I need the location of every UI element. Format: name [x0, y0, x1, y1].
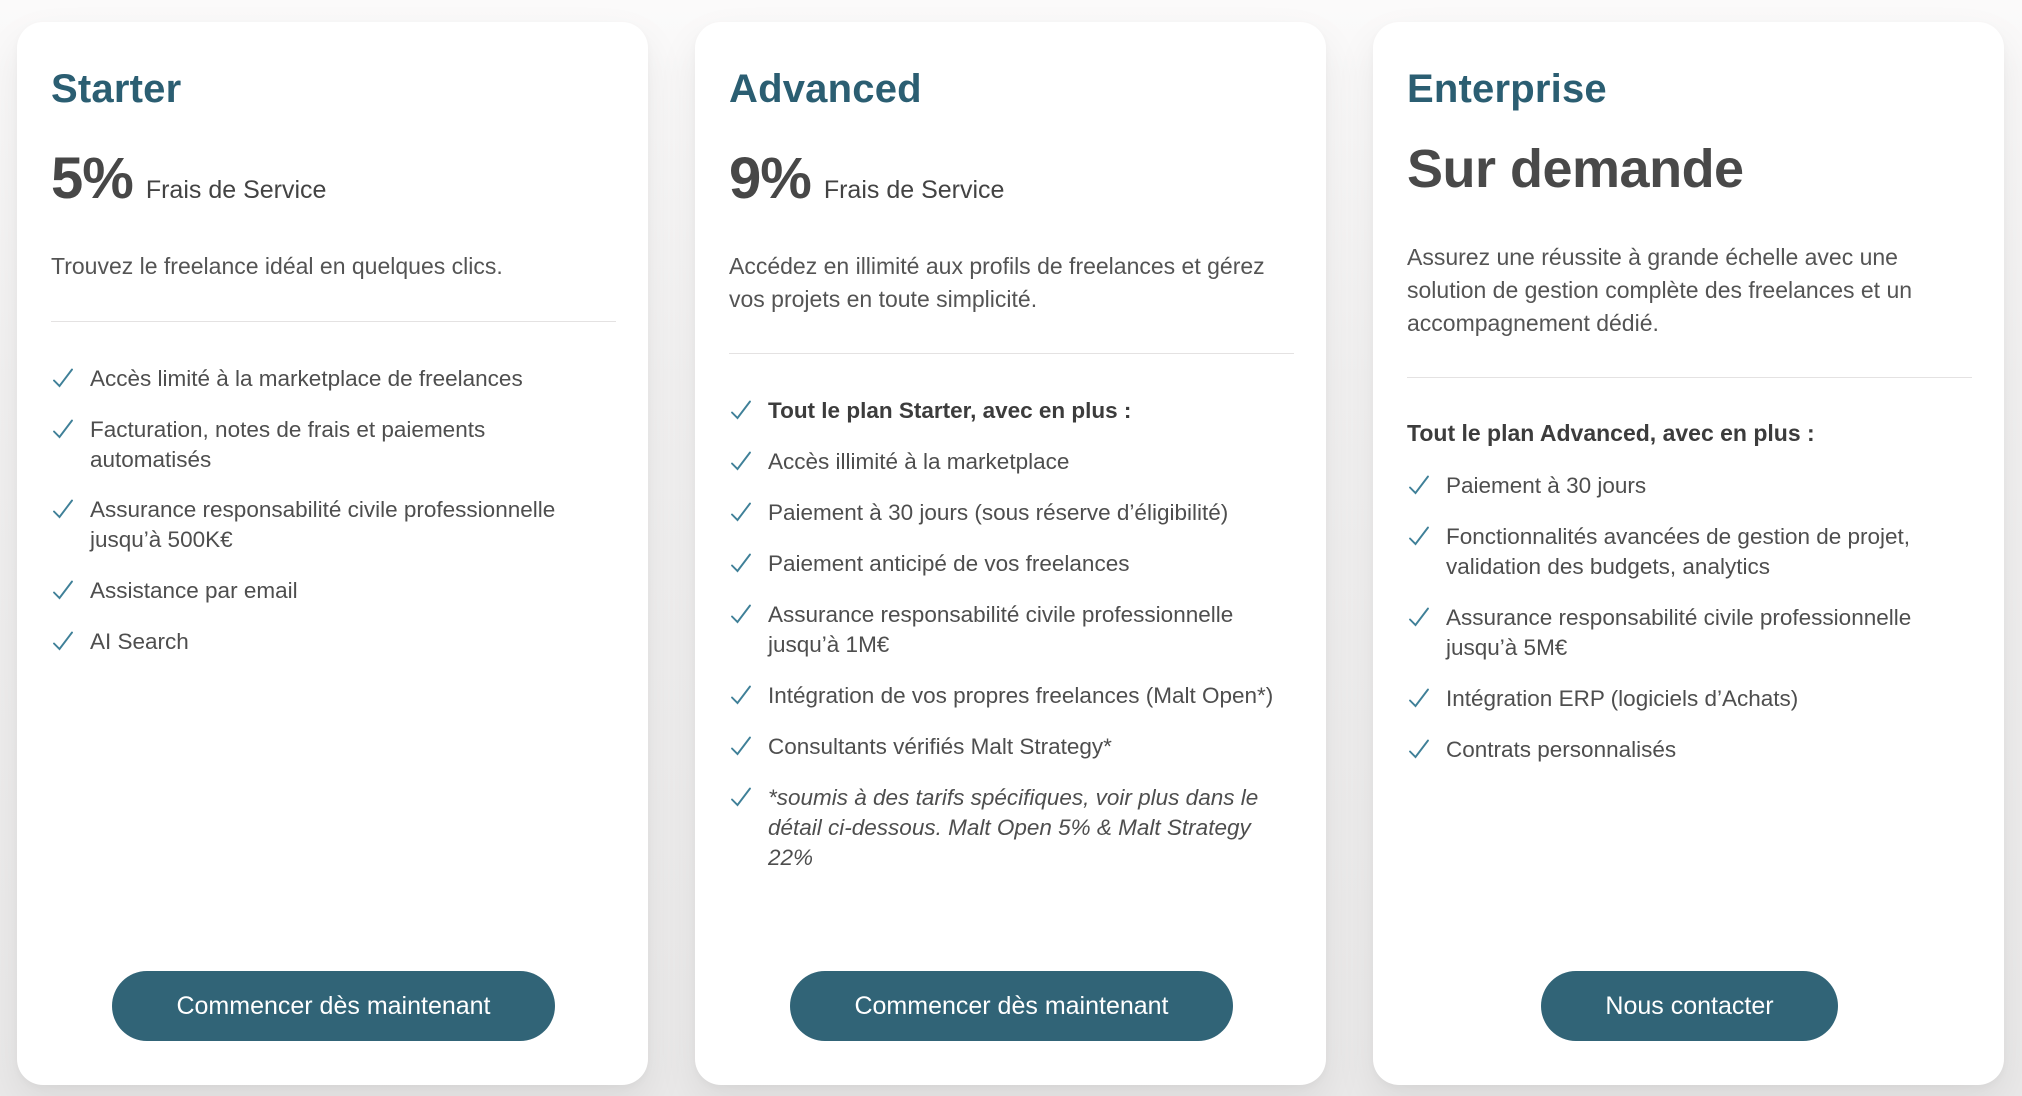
start-now-button[interactable]: Commencer dès maintenant — [790, 971, 1232, 1041]
check-icon — [729, 785, 753, 809]
feature-item: Assurance responsabilité civile professionnelle jusqu’à 5M€ — [1407, 603, 1967, 663]
feature-item: Accès limité à la marketplace de freelances — [51, 364, 611, 394]
pricing-card-starter — [17, 22, 648, 1085]
feature-list — [51, 364, 616, 678]
feature-item: Accès illimité à la marketplace — [729, 447, 1289, 477]
on-demand-price: Sur demande — [1407, 139, 1744, 199]
feature-item: Assistance par email — [51, 576, 611, 606]
feature-item: Paiement à 30 jours — [1407, 471, 1967, 501]
feature-item: AI Search — [51, 627, 611, 657]
service-fee-label: Frais de Service — [823, 176, 1005, 204]
pricing-card-enterprise — [1373, 22, 2004, 1085]
service-fee — [51, 146, 616, 211]
feature-item: *soumis à des tarifs spécifiques, voir plus dans le détail ci-dessous. Malt Open 5% & Malt Strategy 22% — [729, 783, 1289, 873]
service-fee-label: Frais de Service — [145, 176, 327, 204]
divider — [51, 321, 616, 322]
check-icon — [51, 497, 75, 521]
check-icon — [1407, 605, 1431, 629]
start-now-button[interactable]: Commencer dès maintenant — [112, 971, 554, 1041]
check-icon — [729, 449, 753, 473]
check-icon — [729, 398, 753, 422]
features-header: Tout le plan Advanced, avec en plus : — [1407, 420, 1815, 447]
check-icon — [1407, 737, 1431, 761]
plan-title: Enterprise — [1407, 67, 1607, 111]
feature-item: Consultants vérifiés Malt Strategy* — [729, 732, 1289, 762]
check-icon — [729, 602, 753, 626]
service-fee-value: 5% — [51, 146, 133, 211]
feature-item: Tout le plan Starter, avec en plus : — [729, 396, 1289, 426]
feature-item: Intégration de vos propres freelances (Malt Open*) — [729, 681, 1289, 711]
check-icon — [729, 551, 753, 575]
plan-description: Assurez une réussite à grande échelle avec une solution de gestion complète des freelances et un accompagnement dédié. — [1407, 244, 1913, 336]
check-icon — [1407, 473, 1431, 497]
feature-item: Paiement anticipé de vos freelances — [729, 549, 1289, 579]
feature-item: Paiement à 30 jours (sous réserve d’éligibilité) — [729, 498, 1289, 528]
feature-list — [1407, 471, 1972, 785]
feature-item: Facturation, notes de frais et paiements automatisés — [51, 415, 611, 475]
check-icon — [729, 500, 753, 524]
feature-item: Contrats personnalisés — [1407, 735, 1967, 765]
divider — [1407, 377, 1972, 378]
pricing-card-advanced — [695, 22, 1326, 1085]
plan-description: Accédez en illimité aux profils de freelances et gérez vos projets en toute simplicité. — [729, 253, 1265, 312]
feature-item: Assurance responsabilité civile professionnelle jusqu’à 1M€ — [729, 600, 1289, 660]
plan-title: Advanced — [729, 67, 922, 111]
check-icon — [51, 366, 75, 390]
feature-list — [729, 396, 1294, 893]
check-icon — [729, 683, 753, 707]
check-icon — [1407, 524, 1431, 548]
check-icon — [51, 629, 75, 653]
feature-item: Assurance responsabilité civile professionnelle jusqu’à 500K€ — [51, 495, 611, 555]
check-icon — [729, 734, 753, 758]
check-icon — [51, 417, 75, 441]
service-fee-value: 9% — [729, 146, 811, 211]
service-fee — [729, 146, 1294, 211]
contact-us-button[interactable]: Nous contacter — [1541, 971, 1837, 1041]
feature-item: Fonctionnalités avancées de gestion de projet, validation des budgets, analytics — [1407, 522, 1967, 582]
divider — [729, 353, 1294, 354]
feature-item: Intégration ERP (logiciels d’Achats) — [1407, 684, 1967, 714]
plan-title: Starter — [51, 67, 182, 111]
plan-description: Trouvez le freelance idéal en quelques clics. — [51, 253, 503, 279]
check-icon — [51, 578, 75, 602]
check-icon — [1407, 686, 1431, 710]
